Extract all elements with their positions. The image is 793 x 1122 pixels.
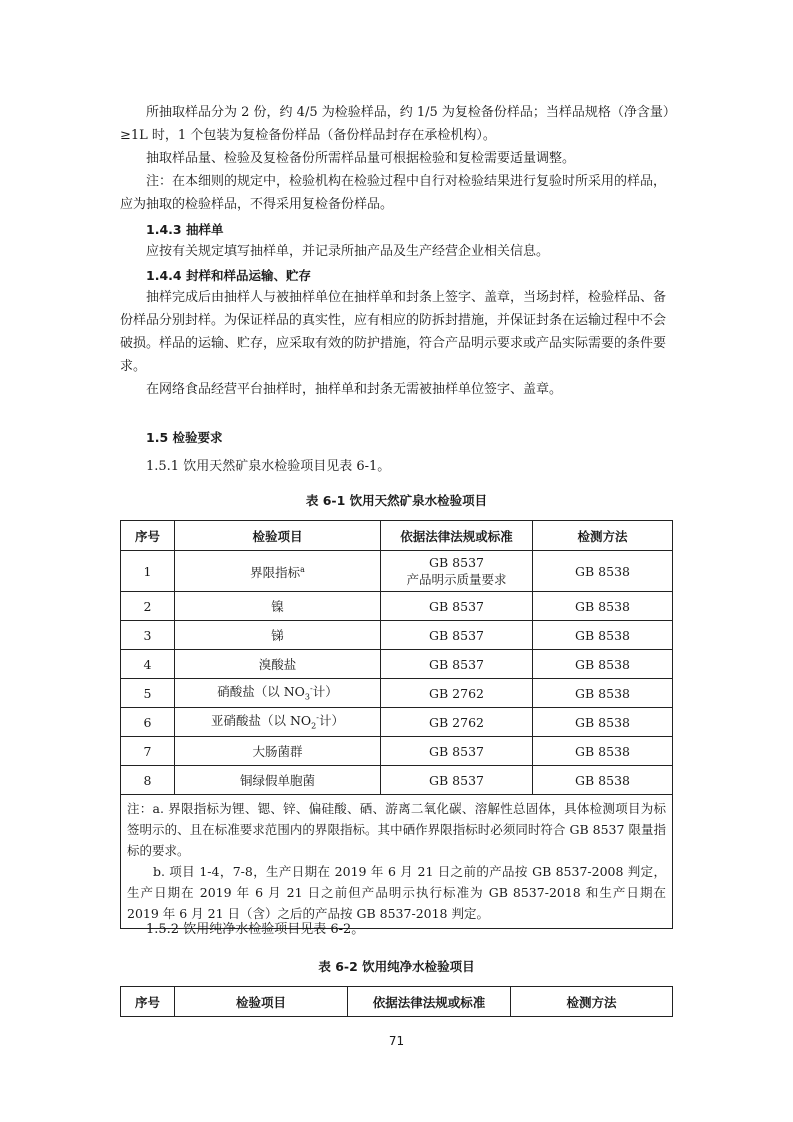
heading-1-4-4: 1.4.4 封样和样品运输、贮存 bbox=[146, 268, 311, 283]
table-row bbox=[121, 737, 673, 766]
table-row bbox=[121, 650, 673, 679]
cell-method: GB 8538 bbox=[533, 650, 673, 679]
paragraph-sample-quantity: 抽取样品量、检验及复检备份所需样品量可根据检验和复检需要适量调整。 bbox=[146, 151, 576, 166]
cell-item: 硝酸盐（以 $NO_3^-$计） bbox=[175, 679, 381, 708]
cell-no: 8 bbox=[121, 766, 175, 795]
table-row bbox=[121, 766, 673, 795]
header-method: 检测方法 bbox=[533, 521, 673, 551]
cell-standard: GB 8537 产品明示质量要求 bbox=[381, 551, 533, 592]
table-6-1 bbox=[120, 520, 673, 929]
cell-method: GB 8538 bbox=[533, 737, 673, 766]
table-header-row bbox=[121, 987, 673, 1017]
heading-1-5: 1.5 检验要求 bbox=[146, 430, 223, 445]
page-number: 71 bbox=[388, 1034, 405, 1048]
cell-method: GB 8538 bbox=[533, 766, 673, 795]
note-b: b. 项目 1-4，7-8，生产日期在 2019 年 6 月 21 日之前的产品按 GB 8537-2008 判定，生产日期在 2019 年 6 月 21 日之前但产品明示执行标准为 GB 8537-2018 和生产日期在 2019 年 6 月 21 日（含）之后的产品按 GB 8537-2018 判定。 bbox=[127, 864, 666, 921]
paragraph-online-sampling: 在网络食品经营平台抽样时，抽样单和封条无需被抽样单位签字、盖章。 bbox=[146, 382, 563, 397]
paragraph-1-5-1: 1.5.1 饮用天然矿泉水检验项目见表 6-1。 bbox=[146, 459, 391, 474]
table-note bbox=[121, 795, 673, 929]
note-a: 注：a. 界限指标为锂、锶、锌、偏硅酸、硒、游离二氧化碳、溶解性总固体，具体检测项目为标签明示的、且在标准要求范围内的界限指标。其中硒作界限指标时必须同时符合 GB 8537 限量指标的要求。 bbox=[127, 801, 666, 858]
cell-standard: GB 8537 bbox=[381, 737, 533, 766]
table-6-1-caption: 表 6-1 饮用天然矿泉水检验项目 bbox=[305, 493, 488, 508]
cell-no: 2 bbox=[121, 592, 175, 621]
cell-method: GB 8538 bbox=[533, 708, 673, 737]
header-item: 检验项目 bbox=[175, 987, 348, 1017]
cell-item: 界限指标$^a$ bbox=[175, 551, 381, 592]
cell-no: 5 bbox=[121, 679, 175, 708]
table-row bbox=[121, 708, 673, 737]
cell-standard: GB 2762 bbox=[381, 679, 533, 708]
cell-standard: GB 8537 bbox=[381, 650, 533, 679]
cell-method: GB 8538 bbox=[533, 551, 673, 592]
cell-standard: GB 8537 bbox=[381, 766, 533, 795]
cell-item: 镍 bbox=[175, 592, 381, 621]
cell-method: GB 8538 bbox=[533, 621, 673, 650]
cell-item: 溴酸盐 bbox=[175, 650, 381, 679]
cell-item: 锑 bbox=[175, 621, 381, 650]
table-note-row bbox=[121, 795, 673, 929]
cell-no: 1 bbox=[121, 551, 175, 592]
table-row bbox=[121, 621, 673, 650]
cell-item: 大肠菌群 bbox=[175, 737, 381, 766]
paragraph-sampling-form: 应按有关规定填写抽样单，并记录所抽产品及生产经营企业相关信息。 bbox=[146, 244, 550, 259]
header-item: 检验项目 bbox=[175, 521, 381, 551]
cell-method: GB 8538 bbox=[533, 679, 673, 708]
paragraph-sample-split: 所抽取样品分为 2 份，约 4/5 为检验样品，约 1/5 为复检备份样品；当样品规格（净含量）≥1L 时，1 个包装为复检备份样品（备份样品封存在承检机构）。 bbox=[120, 105, 670, 143]
table-row bbox=[121, 592, 673, 621]
table-row bbox=[121, 551, 673, 592]
cell-method: GB 8538 bbox=[533, 592, 673, 621]
table-header-row bbox=[121, 521, 673, 551]
header-standard: 依据法律法规或标准 bbox=[348, 987, 511, 1017]
table-6-2-caption: 表 6-2 饮用纯净水检验项目 bbox=[318, 959, 475, 974]
cell-standard: GB 8537 bbox=[381, 621, 533, 650]
cell-no: 4 bbox=[121, 650, 175, 679]
table-6-2 bbox=[120, 986, 673, 1017]
cell-no: 7 bbox=[121, 737, 175, 766]
paragraph-1-5-2: 1.5.2 饮用纯净水检验项目见表 6-2。 bbox=[146, 922, 365, 937]
header-method: 检测方法 bbox=[511, 987, 673, 1017]
header-no: 序号 bbox=[121, 521, 175, 551]
cell-standard: GB 8537 bbox=[381, 592, 533, 621]
heading-1-4-3: 1.4.3 抽样单 bbox=[146, 222, 224, 237]
header-standard: 依据法律法规或标准 bbox=[381, 521, 533, 551]
cell-item: 铜绿假单胞菌 bbox=[175, 766, 381, 795]
paragraph-note-retest: 注：在本细则的规定中，检验机构在检验过程中自行对检验结果进行复验时所采用的样品，应为抽取的检验样品，不得采用复检备份样品。 bbox=[120, 174, 667, 212]
cell-no: 6 bbox=[121, 708, 175, 737]
cell-no: 3 bbox=[121, 621, 175, 650]
header-no: 序号 bbox=[121, 987, 175, 1017]
paragraph-sealing-transport: 抽样完成后由抽样人与被抽样单位在抽样单和封条上签字、盖章，当场封样，检验样品、备份样品分别封样。为保证样品的真实性，应有相应的防拆封措施，并保证封条在运输过程中不会破损。样品的运输、贮存，应采取有效的防护措施，符合产品明示要求或产品实际需要的条件要求。 bbox=[120, 290, 667, 374]
cell-item: 亚硝酸盐（以 $NO_2^-$计） bbox=[175, 708, 381, 737]
cell-standard: GB 2762 bbox=[381, 708, 533, 737]
table-row bbox=[121, 679, 673, 708]
